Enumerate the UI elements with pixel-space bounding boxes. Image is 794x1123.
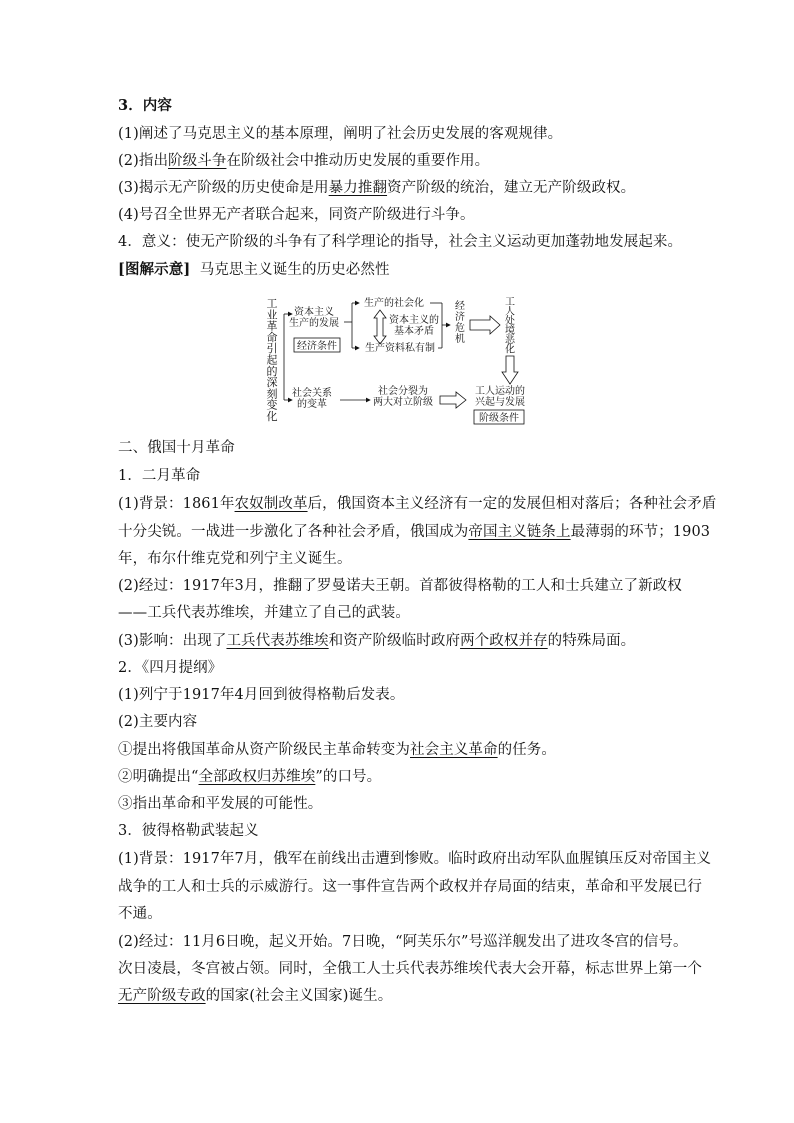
diagram-socialization: 生产的社会化 [364, 298, 424, 309]
feb-background-line-3: 年，布尔什维克党和列宁主义诞生。 [118, 551, 352, 567]
diagram-left-vertical-char: 刻 [266, 387, 278, 401]
diagram-hollow-arrow-right [470, 316, 500, 334]
diagram-workers-worse [505, 296, 516, 356]
diagram-private-ownership: 生产资料私有制 [365, 343, 435, 354]
diagram-left-vertical-char: 革 [266, 319, 278, 333]
uprising-line-5: 次日凌晨，冬宫被占领。同时，全俄工人士兵代表苏维埃代表大会开幕，标志世界上第一个 [118, 961, 702, 977]
feb-background-line-1: (1)背景：1861年农奴制改革后，俄国资本主义经济有一定的发展但相对落后；各种社会矛盾 [118, 496, 717, 512]
feb-background-line-2: 十分尖锐。一战进一步激化了各种社会矛盾，俄国成为帝国主义链条上最薄弱的环节；1903 [118, 524, 711, 540]
uprising-line-1: (1)背景：1917年7月，俄军在前线出击遭到惨败。临时政府出动军队血腥镇压反对帝国主义 [118, 851, 712, 867]
diagram-contradiction-1: 资本主义的 [389, 315, 439, 326]
april-item-2: (2)主要内容 [118, 714, 198, 730]
diagram-split-1: 社会分裂为 [378, 386, 428, 397]
diagram-cap-dev-2: 生产的发展 [289, 318, 339, 329]
illustration-caption: [图解示意] 马克思主义诞生的历史必然性 [118, 261, 390, 278]
diagram-social-change-2: 的变革 [297, 399, 327, 410]
diagram-left-vertical-char: 命 [266, 330, 278, 344]
diagram-crisis-char: 危 [455, 323, 465, 334]
diagram-workers-worse-char: 处 [505, 316, 515, 327]
marxism-origin-diagram [262, 296, 532, 430]
diagram-movement-1: 工人运动的 [475, 386, 525, 397]
uprising-line-2: 战争的工人和士兵的示威游行。这一事件宣告两个政权并存局面的结束，革命和平发展已行 [118, 879, 702, 895]
diagram-left-vertical-char: 化 [266, 410, 278, 423]
diagram-left-vertical-char: 业 [266, 308, 278, 322]
diagram-movement-2: 兴起与发展 [475, 397, 525, 408]
diagram-left-vertical-char: 深 [266, 376, 278, 390]
feb-process-line-2: ——工兵代表苏维埃，并建立了自己的武装。 [118, 605, 410, 621]
diagram-crisis-char: 机 [455, 334, 465, 345]
diagram-left-vertical-char: 引 [266, 342, 278, 356]
uprising-line-4: (2)经过：11月6日晚，起义开始。7日晚，“阿芙乐尔”号巡洋舰发出了进攻冬宫的信号。 [118, 934, 688, 950]
diagram-workers-worse-char: 境 [505, 325, 515, 337]
diagram-cap-dev-1: 资本主义 [294, 307, 334, 318]
part2-heading: 二、俄国十月革命 [118, 440, 235, 456]
diagram-left-vertical-char: 的 [266, 364, 278, 378]
diagram-hollow-arrow-down [502, 356, 518, 384]
april-item-5: ③指出革命和平发展的可能性。 [118, 796, 323, 812]
content-item-1: (1)阐述了马克思主义的基本原理，阐明了社会历史发展的客观规律。 [118, 126, 563, 142]
content-item-2: (2)指出阶级斗争在阶级社会中推动历史发展的重要作用。 [118, 153, 490, 169]
diagram-hollow-arrow-bottom [440, 392, 466, 408]
april-theses-heading: 2．《四月提纲》 [118, 660, 223, 676]
content-item-4: (4)号召全世界无产者联合起来，同资产阶级进行斗争。 [118, 207, 475, 223]
content-item-3: (3)揭示无产阶级的历史使命是用暴力推翻资产阶级的统治，建立无产阶级政权。 [118, 180, 636, 196]
feb-process-line-1: (2)经过：1917年3月，推翻了罗曼诺夫王朝。首都彼得格勒的工人和士兵建立了新政权 [118, 578, 682, 594]
diagram-workers-worse-char: 恶 [505, 335, 515, 346]
feb-revolution-heading: 1．二月革命 [118, 468, 201, 484]
diagram-left-vertical-char: 工 [266, 297, 278, 310]
april-item-1: (1)列宁于1917年4月回到彼得格勒后发表。 [118, 687, 405, 703]
april-item-3: ①提出将俄国革命从资产阶级民主革命转变为社会主义革命的任务。 [118, 742, 557, 758]
april-item-4: ②明确提出“全部政权归苏维埃”的口号。 [118, 769, 382, 785]
section-heading-content: 3．内容 [118, 97, 172, 114]
diagram-split-2: 两大对立阶级 [373, 397, 433, 408]
diagram-social-change-1: 社会关系 [292, 388, 332, 399]
diagram-left-vertical-chars [267, 297, 278, 423]
diagram-double-arrow [374, 310, 386, 344]
diagram-workers-worse-char: 工 [505, 297, 515, 308]
diagram-left-vertical-char: 起 [266, 353, 278, 367]
feb-impact: (3)影响：出现了工兵代表苏维埃和资产阶级临时政府两个政权并存的特殊局面。 [118, 633, 636, 649]
diagram-crisis-char: 济 [455, 312, 465, 323]
significance-paragraph: 4．意义：使无产阶级的斗争有了科学理论的指导，社会主义运动更加蓬勃地发展起来。 [118, 234, 683, 250]
uprising-heading: 3．彼得格勒武装起义 [118, 823, 259, 839]
diagram-left-vertical-char: 变 [266, 398, 278, 412]
diagram-contradiction-2: 基本矛盾 [394, 326, 434, 337]
diagram-crisis [455, 300, 465, 345]
uprising-line-3: 不通。 [118, 906, 162, 922]
diagram-class-cond: 阶级条件 [479, 413, 519, 424]
diagram-crisis-char: 经 [455, 301, 465, 312]
uprising-line-6: 无产阶级专政的国家(社会主义国家)诞生。 [118, 988, 393, 1004]
diagram-econ-cond: 经济条件 [297, 341, 337, 352]
diagram-workers-worse-char: 化 [505, 344, 515, 356]
diagram-workers-worse-char: 人 [505, 306, 515, 318]
